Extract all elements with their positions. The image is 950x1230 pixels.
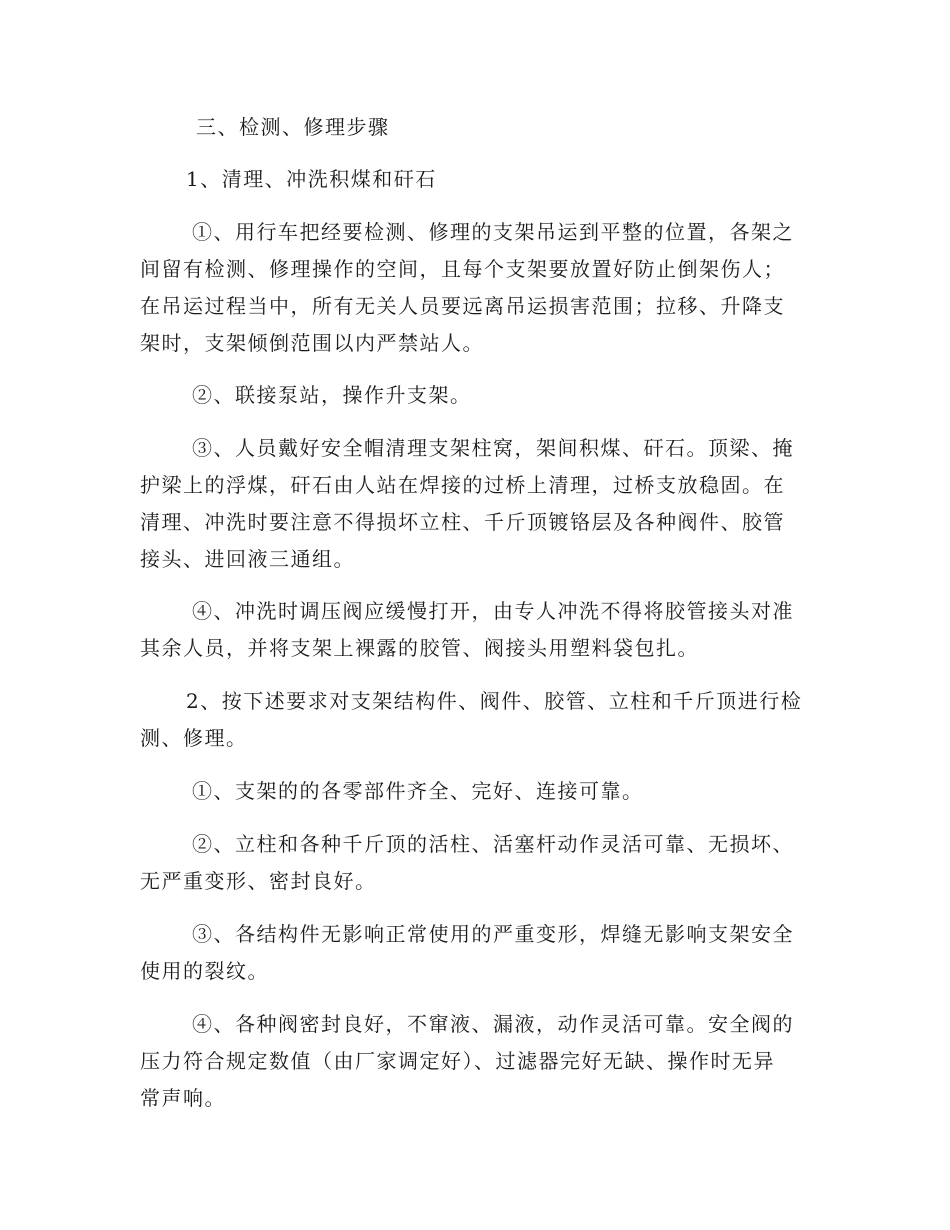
paragraph-line: ①、用行车把经要检测、修理的支架吊运到平整的位置，各架之 <box>192 220 794 244</box>
step2-heading: 2、按下述要求对支架结构件、阀件、胶管、立柱和千斤顶进行检 <box>186 689 803 713</box>
paragraph-line: 常声响。 <box>140 1086 226 1110</box>
paragraph-line: 无严重变形、密封良好。 <box>140 869 377 893</box>
paragraph-line: ③、各结构件无影响正常使用的严重变形，焊缝无影响支架安全 <box>192 922 794 946</box>
section-heading: 三、检测、修理步骤 <box>196 115 390 139</box>
paragraph-line: 架时，支架倾倒范围以内严禁站人。 <box>140 331 484 355</box>
paragraph-line: ②、联接泵站，操作升支架。 <box>192 383 472 407</box>
paragraph-line: ③、人员戴好安全帽清理支架柱窝，架间积煤、矸石。顶梁、掩 <box>192 436 794 460</box>
paragraph-line: 使用的裂纹。 <box>140 959 269 983</box>
step1-heading: 1、清理、冲洗积煤和矸石 <box>186 167 437 191</box>
paragraph-line: 清理、冲洗时要注意不得损坏立柱、千斤顶镀铬层及各种阀件、胶管 <box>140 510 785 534</box>
paragraph-line: 护梁上的浮煤，矸石由人站在焊接的过桥上清理，过桥支放稳固。在 <box>140 473 785 497</box>
paragraph-line: 在吊运过程当中，所有无关人员要远离吊运损害范围；拉移、升降支 <box>140 294 785 318</box>
paragraph-line: 压力符合规定数值（由厂家调定好）、过滤器完好无缺、操作时无异 <box>140 1049 775 1073</box>
paragraph-line: 接头、进回液三通组。 <box>140 547 355 571</box>
paragraph-line: 测、修理。 <box>140 726 248 750</box>
paragraph-line: 间留有检测、修理操作的空间，且每个支架要放置好防止倒架伤人； <box>140 257 785 281</box>
paragraph-line: 其余人员，并将支架上裸露的胶管、阀接头用塑料袋包扎。 <box>140 636 699 660</box>
paragraph-line: ④、冲洗时调压阀应缓慢打开，由专人冲洗不得将胶管接头对准 <box>192 599 794 623</box>
paragraph-line: ②、立柱和各种千斤顶的活柱、活塞杆动作灵活可靠、无损坏、 <box>192 832 794 856</box>
paragraph-line: ④、各种阀密封良好，不窜液、漏液，动作灵活可靠。安全阀的 <box>192 1012 794 1036</box>
paragraph-line: ①、支架的的各零部件齐全、完好、连接可靠。 <box>192 779 644 803</box>
